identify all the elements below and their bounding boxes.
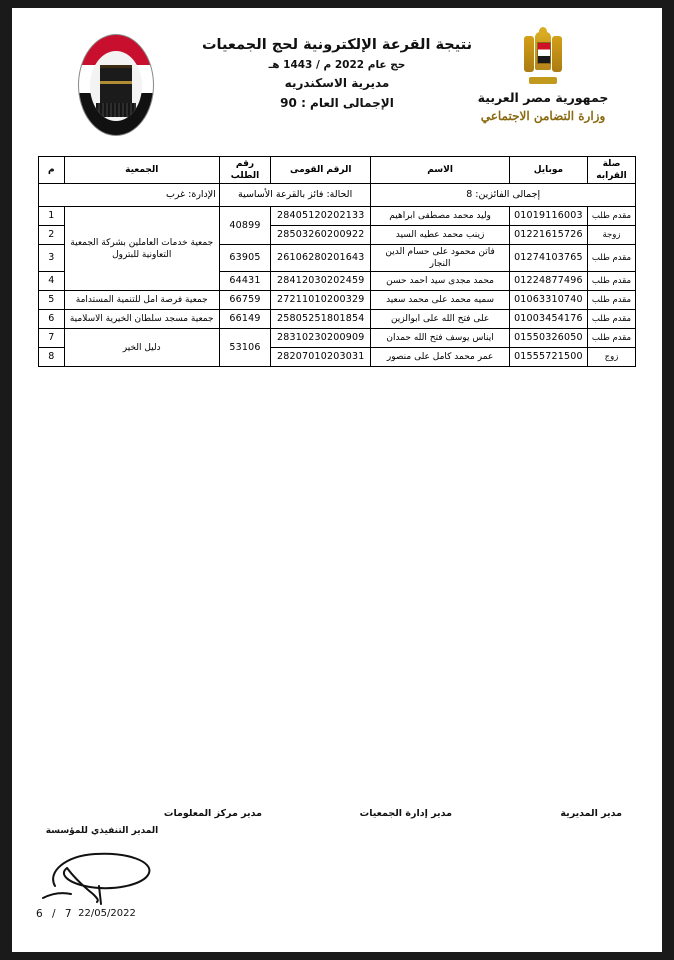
cell-name: ايناس يوسف فتح الله حمدان xyxy=(371,329,509,348)
document-date: 22/05/2022 xyxy=(78,908,136,919)
cell-association: دليل الخير xyxy=(64,329,219,367)
signature-label-directorate: مدير المديرية xyxy=(560,808,622,819)
cell-mobile: 01019116003 xyxy=(509,207,587,226)
signature-icon xyxy=(37,842,167,906)
col-header-relation: صلة القرابه xyxy=(588,157,636,184)
col-header-num: م xyxy=(39,157,65,184)
cell-mobile: 01555721500 xyxy=(509,348,587,367)
signature-labels-row xyxy=(12,798,662,818)
eagle-wing-left xyxy=(524,36,534,72)
table-meta-row xyxy=(39,184,636,207)
administration-cell: الإدارة: غرب xyxy=(39,184,220,207)
cell-relation: مقدم طلب xyxy=(588,272,636,291)
col-header-mobile: موبايل xyxy=(509,157,587,184)
cell-request-no: 66149 xyxy=(219,310,270,329)
cell-mobile: 01550326050 xyxy=(509,329,587,348)
cell-request-no: 66759 xyxy=(219,291,270,310)
cell-name: على فتح الله على ابوالزين xyxy=(371,310,509,329)
winners-total-cell: إجمالى الفائزين: 8 xyxy=(371,184,636,207)
table-row xyxy=(39,291,636,310)
cell-association: جمعية مسجد سلطان الخيرية الاسلامية xyxy=(64,310,219,329)
signature-label-assoc-dept: مدير إدارة الجمعيات xyxy=(359,808,452,819)
cell-mobile: 01003454176 xyxy=(509,310,587,329)
cell-num: 1 xyxy=(39,207,65,226)
cell-relation: مقدم طلب xyxy=(588,329,636,348)
cell-request-no: 40899 xyxy=(219,207,270,245)
cell-association: جمعية خدمات العاملين بشركة الجمعية التعاونية للبترول xyxy=(64,207,219,291)
cell-mobile: 01063310740 xyxy=(509,291,587,310)
cell-national-id: 27211010200329 xyxy=(271,291,371,310)
cell-num: 8 xyxy=(39,348,65,367)
cell-num: 6 xyxy=(39,310,65,329)
document-page xyxy=(12,8,662,952)
cell-national-id: 28207010203031 xyxy=(271,348,371,367)
handwritten-signature xyxy=(37,842,167,906)
results-table xyxy=(38,156,636,367)
directorate-name: مديرية الاسكندريه xyxy=(284,76,390,90)
page-subtitle-year: حج عام 2022 م / 1443 هـ xyxy=(268,59,406,71)
cell-national-id: 28412030202459 xyxy=(271,272,371,291)
col-header-name: الاسم xyxy=(371,157,509,184)
national-emblem-block xyxy=(468,30,618,124)
col-header-request-no: رقم الطلب xyxy=(219,157,270,184)
cell-relation: مقدم طلب xyxy=(588,310,636,329)
cell-relation: مقدم طلب xyxy=(588,291,636,310)
cell-national-id: 25805251801854 xyxy=(271,310,371,329)
executive-director-block xyxy=(32,826,172,906)
document-header xyxy=(12,8,662,136)
col-header-association: الجمعية xyxy=(64,157,219,184)
cell-num: 4 xyxy=(39,272,65,291)
cell-request-no: 63905 xyxy=(219,245,270,272)
cell-relation: زوجة xyxy=(588,226,636,245)
cell-request-no: 53106 xyxy=(219,329,270,367)
cell-mobile: 01221615726 xyxy=(509,226,587,245)
country-name: جمهورية مصر العربية xyxy=(477,90,609,105)
cell-relation: زوج xyxy=(588,348,636,367)
cell-num: 3 xyxy=(39,245,65,272)
eagle-head xyxy=(539,27,547,36)
eagle-shield-flag xyxy=(537,42,551,64)
cell-mobile: 01224877496 xyxy=(509,272,587,291)
table-row xyxy=(39,310,636,329)
results-table-wrapper xyxy=(38,156,636,367)
executive-director-label: المدير التنفيذي للمؤسسة xyxy=(45,826,159,836)
page-title: نتيجة القرعة الإلكترونية لحج الجمعيات xyxy=(201,37,473,53)
cell-num: 2 xyxy=(39,226,65,245)
ministry-name: وزارة التضامن الاجتماعي xyxy=(480,109,606,123)
document-footer xyxy=(12,798,662,948)
eagle-of-saladin-icon xyxy=(524,30,562,82)
grand-total-label: الإجمالى العام : xyxy=(301,96,394,110)
cell-name: فاتن محمود على حسام الدين النجار xyxy=(371,245,509,272)
cell-name: سميه محمد على محمد سعيد xyxy=(371,291,509,310)
cell-request-no: 64431 xyxy=(219,272,270,291)
table-body xyxy=(39,207,636,367)
cell-association: جمعية فرصة امل للتنمية المستدامة xyxy=(64,291,219,310)
cell-mobile: 01274103765 xyxy=(509,245,587,272)
status-cell: الحالة: فائز بالقرعة الأساسية xyxy=(219,184,371,207)
eagle-wing-right xyxy=(552,36,562,72)
cell-national-id: 28503260200922 xyxy=(271,226,371,245)
cell-name: محمد مجدى سيد احمد حسن xyxy=(371,272,509,291)
grand-total-value: 90 xyxy=(280,96,297,110)
eagle-base xyxy=(529,77,557,84)
signature-label-info-center: مدير مركز المعلومات xyxy=(163,808,262,819)
cell-name: وليد محمد مصطفى ابراهيم xyxy=(371,207,509,226)
cell-national-id: 28310230200909 xyxy=(271,329,371,348)
page-number: 6 / 7 xyxy=(36,908,75,920)
cell-name: عمر محمد كامل على منصور xyxy=(371,348,509,367)
cell-national-id: 28405120202133 xyxy=(271,207,371,226)
table-header-row xyxy=(39,157,636,184)
table-header-row-group xyxy=(39,157,636,184)
cell-name: زينب محمد عطيه السيد xyxy=(371,226,509,245)
cell-relation: مقدم طلب xyxy=(588,245,636,272)
table-row xyxy=(39,329,636,348)
col-header-national-id: الرقم القومى xyxy=(271,157,371,184)
table-row xyxy=(39,207,636,226)
cell-national-id: 26106280201643 xyxy=(271,245,371,272)
cell-num: 7 xyxy=(39,329,65,348)
cell-num: 5 xyxy=(39,291,65,310)
cell-relation: مقدم طلب xyxy=(588,207,636,226)
